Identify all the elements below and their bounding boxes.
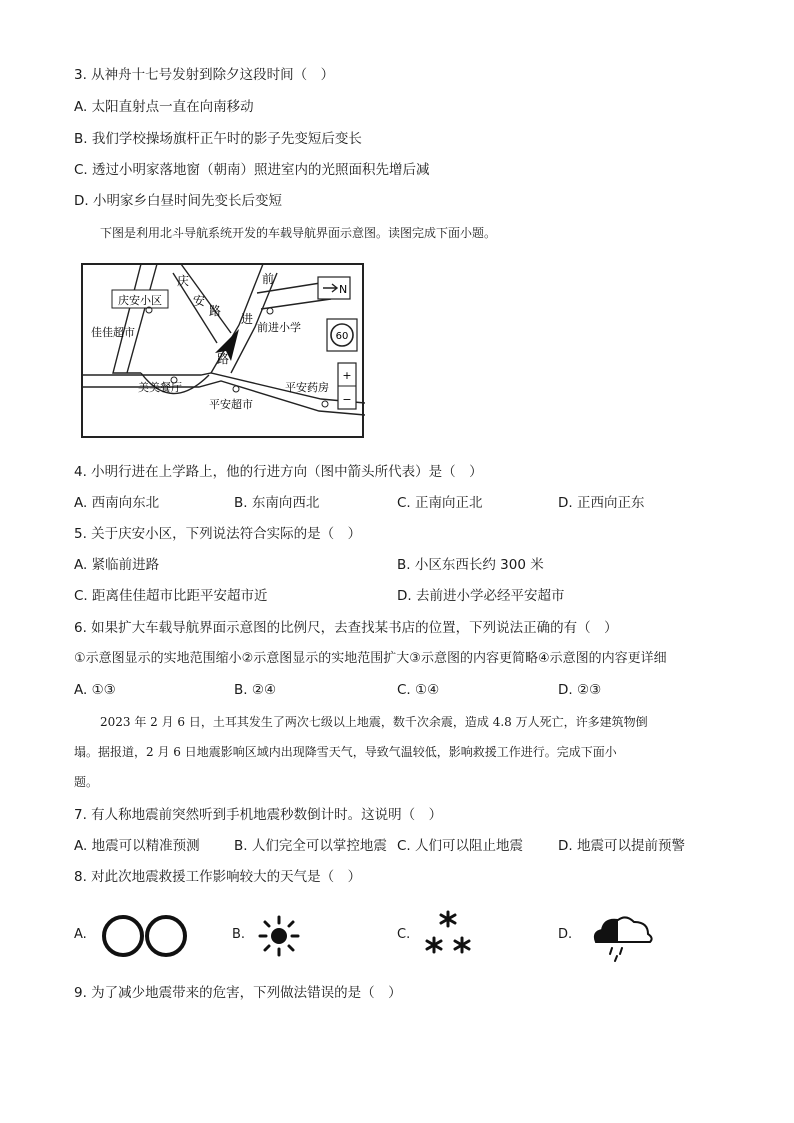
- q8-option-a-label[interactable]: A.: [74, 927, 87, 942]
- rain-cloud-icon[interactable]: [588, 912, 656, 962]
- q5-option-b[interactable]: B. 小区东西长约 300 米: [397, 557, 544, 573]
- q5-option-d[interactable]: D. 去前进小学必经平安超市: [397, 588, 565, 604]
- road-label-lu1: 路: [209, 304, 222, 318]
- q6-option-a[interactable]: A. ①③: [74, 682, 116, 698]
- q4-option-c[interactable]: C. 正南向正北: [397, 495, 483, 511]
- q8-stem: 8. 对此次地震救援工作影响较大的天气是（ ）: [74, 869, 362, 885]
- q8-option-c-label[interactable]: C.: [397, 927, 411, 942]
- quake-intro-line2: 塌。据报道，2 月 6 日地震影响区域内出现降雪天气，导致气温较低，影响救援工作进行。完成下面小: [74, 745, 617, 759]
- q6-option-b[interactable]: B. ②④: [234, 682, 277, 698]
- pingan-market-label: 平安超市: [209, 398, 253, 411]
- q7-option-a[interactable]: A. 地震可以精准预测: [74, 838, 200, 854]
- zoom-out-button[interactable]: −: [342, 393, 352, 406]
- pingan-pharmacy-label: 平安药房: [285, 381, 329, 394]
- q4-option-d[interactable]: D. 正西向正东: [558, 495, 645, 511]
- q3-option-a[interactable]: A. 太阳直射点一直在向南移动: [74, 99, 254, 115]
- q4-option-b[interactable]: B. 东南向西北: [234, 495, 320, 511]
- quake-intro-line1: 2023 年 2 月 6 日，土耳其发生了两次七级以上地震，数千次余震，造成 4.8 万人死亡，许多建筑物倒: [100, 715, 648, 729]
- q8-option-b-label[interactable]: B.: [232, 927, 246, 942]
- fog-icon[interactable]: [100, 913, 192, 959]
- q3-option-d[interactable]: D. 小明家乡白昼时间先变长后变短: [74, 193, 282, 209]
- quake-intro-line3: 题。: [74, 775, 99, 789]
- q7-option-d[interactable]: D. 地震可以提前预警: [558, 838, 685, 854]
- q7-option-b[interactable]: B. 人们完全可以掌控地震: [234, 838, 387, 854]
- snow-icon[interactable]: [420, 910, 476, 958]
- q3-stem: 3. 从神舟十七号发射到除夕这段时间（ ）: [74, 67, 335, 83]
- road-label-qing: 庆: [177, 274, 190, 288]
- road-label-jin: 进: [241, 312, 254, 326]
- meimei-restaurant-label: 美美餐厅: [138, 381, 182, 394]
- q6-option-d[interactable]: D. ②③: [558, 682, 602, 698]
- q6-stem: 6. 如果扩大车载导航界面示意图的比例尺，去查找某书店的位置，下列说法正确的有（ ）: [74, 620, 618, 636]
- qingan-community-label: 庆安小区: [118, 294, 162, 307]
- speed-limit-value: 60: [335, 331, 349, 342]
- q6-option-c[interactable]: C. ①④: [397, 682, 440, 698]
- q8-option-d-label[interactable]: D.: [558, 927, 573, 942]
- q3-option-c[interactable]: C. 透过小明家落地窗（朝南）照进室内的光照面积先增后减: [74, 162, 430, 178]
- jiajia-market-label: 佳佳超市: [91, 326, 135, 339]
- q7-stem: 7. 有人称地震前突然听到手机地震秒数倒计时。这说明（ ）: [74, 807, 443, 823]
- q3-option-b[interactable]: B. 我们学校操场旗杆正午时的影子先变短后变长: [74, 131, 362, 147]
- q5-option-c[interactable]: C. 距离佳佳超市比距平安超市近: [74, 588, 268, 604]
- q5-stem: 5. 关于庆安小区，下列说法符合实际的是（ ）: [74, 526, 362, 542]
- qianjin-school-label: 前进小学: [257, 321, 301, 334]
- north-label: N: [339, 283, 348, 296]
- q4-option-a[interactable]: A. 西南向东北: [74, 495, 160, 511]
- q9-stem: 9. 为了减少地震带来的危害，下列做法错误的是（ ）: [74, 985, 402, 1001]
- q5-option-a[interactable]: A. 紧临前进路: [74, 557, 160, 573]
- zoom-in-button[interactable]: +: [342, 369, 352, 382]
- map-intro: 下图是利用北斗导航系统开发的车载导航界面示意图。读图完成下面小题。: [100, 226, 497, 240]
- navigation-map: [81, 263, 365, 439]
- road-label-an: 安: [193, 294, 206, 308]
- q4-stem: 4. 小明行进在上学路上，他的行进方向（图中箭头所代表）是（ ）: [74, 464, 483, 480]
- road-label-qian: 前: [262, 272, 275, 286]
- sunny-icon[interactable]: [256, 914, 302, 958]
- q6-statements: ①示意图显示的实地范围缩小②示意图显示的实地范围扩大③示意图的内容更简略④示意图的内容更详细: [74, 651, 667, 666]
- q7-option-c[interactable]: C. 人们可以阻止地震: [397, 838, 524, 854]
- road-label-lu2: 路: [217, 352, 230, 366]
